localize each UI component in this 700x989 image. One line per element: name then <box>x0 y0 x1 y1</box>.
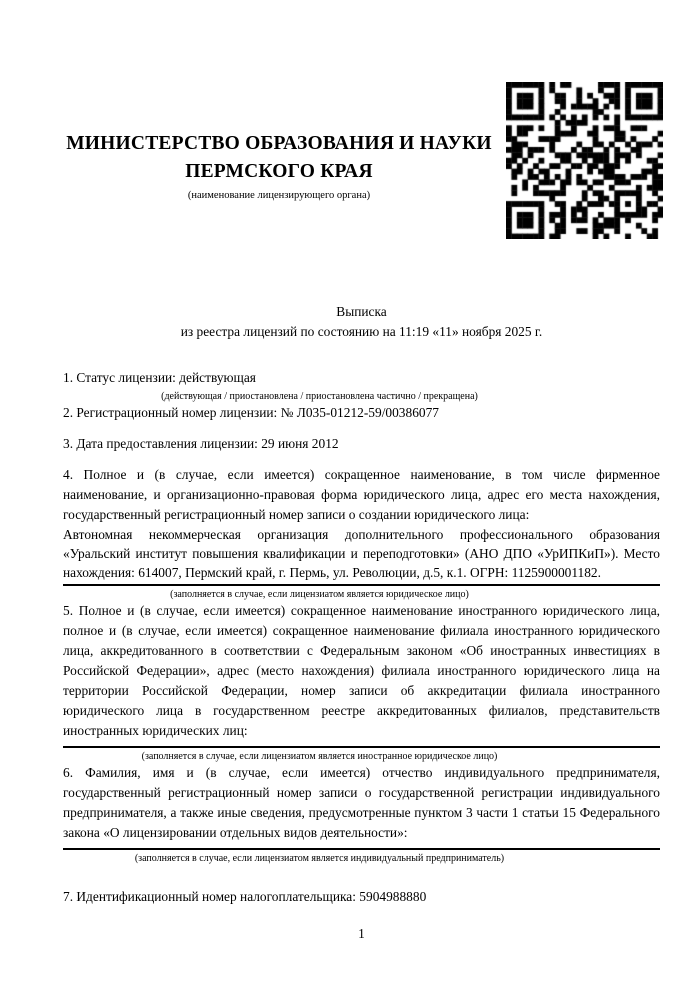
item-individual-entrepreneur <box>63 763 660 865</box>
license-status-caption: (действующая / приостановлена / приостановлена частично / прекращена) <box>161 391 478 402</box>
item-registration-number <box>63 403 660 423</box>
ministry-name-line1: МИНИСТЕРСТВО ОБРАЗОВАНИЯ И НАУКИ <box>66 133 492 154</box>
document-title-line1: Выписка <box>336 304 387 319</box>
item-license-status <box>63 368 660 403</box>
licensing-authority-block <box>40 130 518 202</box>
license-status-text: 1. Статус лицензии: действующая <box>63 370 256 385</box>
legal-entity-question: 4. Полное и (в случае, если имеется) сокращенное наименование, в том числе фирменное наименование, и организационно-правовая форма юридического лица, адрес его места нахождения, государственный регистрационный номер записи о создании юридического лица: <box>63 467 660 522</box>
individual-entrepreneur-caption: (заполняется в случае, если лицензиатом является индивидуальный предприниматель) <box>134 853 505 864</box>
individual-entrepreneur-blank-line <box>63 843 660 850</box>
document-body <box>63 368 660 907</box>
item-foreign-entity <box>63 601 660 763</box>
item-taxpayer-number <box>63 887 660 907</box>
legal-entity-value: Автономная некоммерческая организация дополнительного профессионального образования «Уральский институт повышения квалификации и переподготовки» (АНО ДПО «УрИПКиП»). Место нахождения: 614007, Пермский край, г. Пермь, ул. Революции, д.5, к.1. ОГРН: 1125900001182. <box>63 525 660 586</box>
page-number: 1 <box>358 926 365 941</box>
foreign-entity-question: 5. Полное и (в случае, если имеется) сокращенное наименование иностранного юридического лица, полное и (в случае, если имеется) сокращенное наименование филиала иностранного юридического лица, аккредитованного в соответствии с Федеральным законом «Об иностранных инвестициях в Российской Федерации», адрес (место нахождения) филиала иностранного юридического лица на территории Российской Федерации, номер записи об аккредитации филиала иностранного юридического лица в государственном реестре аккредитованных филиалов, представительств иностранных юридических лиц: <box>63 603 660 738</box>
ministry-name <box>40 130 518 186</box>
ministry-name-line2: ПЕРМСКОГО КРАЯ <box>185 161 373 182</box>
item-grant-date <box>63 434 660 454</box>
foreign-entity-blank-line <box>63 741 660 748</box>
individual-entrepreneur-question: 6. Фамилия, имя и (в случае, если имеется) отчество индивидуального предпринимателя, государственный регистрационный номер записи о государственной регистрации индивидуального предпринимателя, а также иные сведения, предусмотренные пунктом 3 части 1 статьи 15 Федерального закона «О лицензировании отдельных видов деятельности»: <box>63 765 660 840</box>
taxpayer-number-text: 7. Идентификационный номер налогоплательщика: 5904988880 <box>63 889 427 904</box>
ministry-name-caption: (наименование лицензирующего органа) <box>187 190 371 201</box>
qr-code <box>506 82 663 239</box>
document-title-line2: из реестра лицензий по состоянию на 11:19 «11» ноября 2025 г. <box>180 324 543 339</box>
registration-number-text: 2. Регистрационный номер лицензии: № Л035-01212-59/00386077 <box>63 405 439 420</box>
document-title <box>63 302 660 342</box>
grant-date-text: 3. Дата предоставления лицензии: 29 июня 2012 <box>63 436 339 451</box>
foreign-entity-caption: (заполняется в случае, если лицензиатом является иностранное юридическое лицо) <box>141 751 498 762</box>
legal-entity-caption: (заполняется в случае, если лицензиатом является юридическое лицо) <box>170 589 469 600</box>
item-legal-entity <box>63 465 660 601</box>
